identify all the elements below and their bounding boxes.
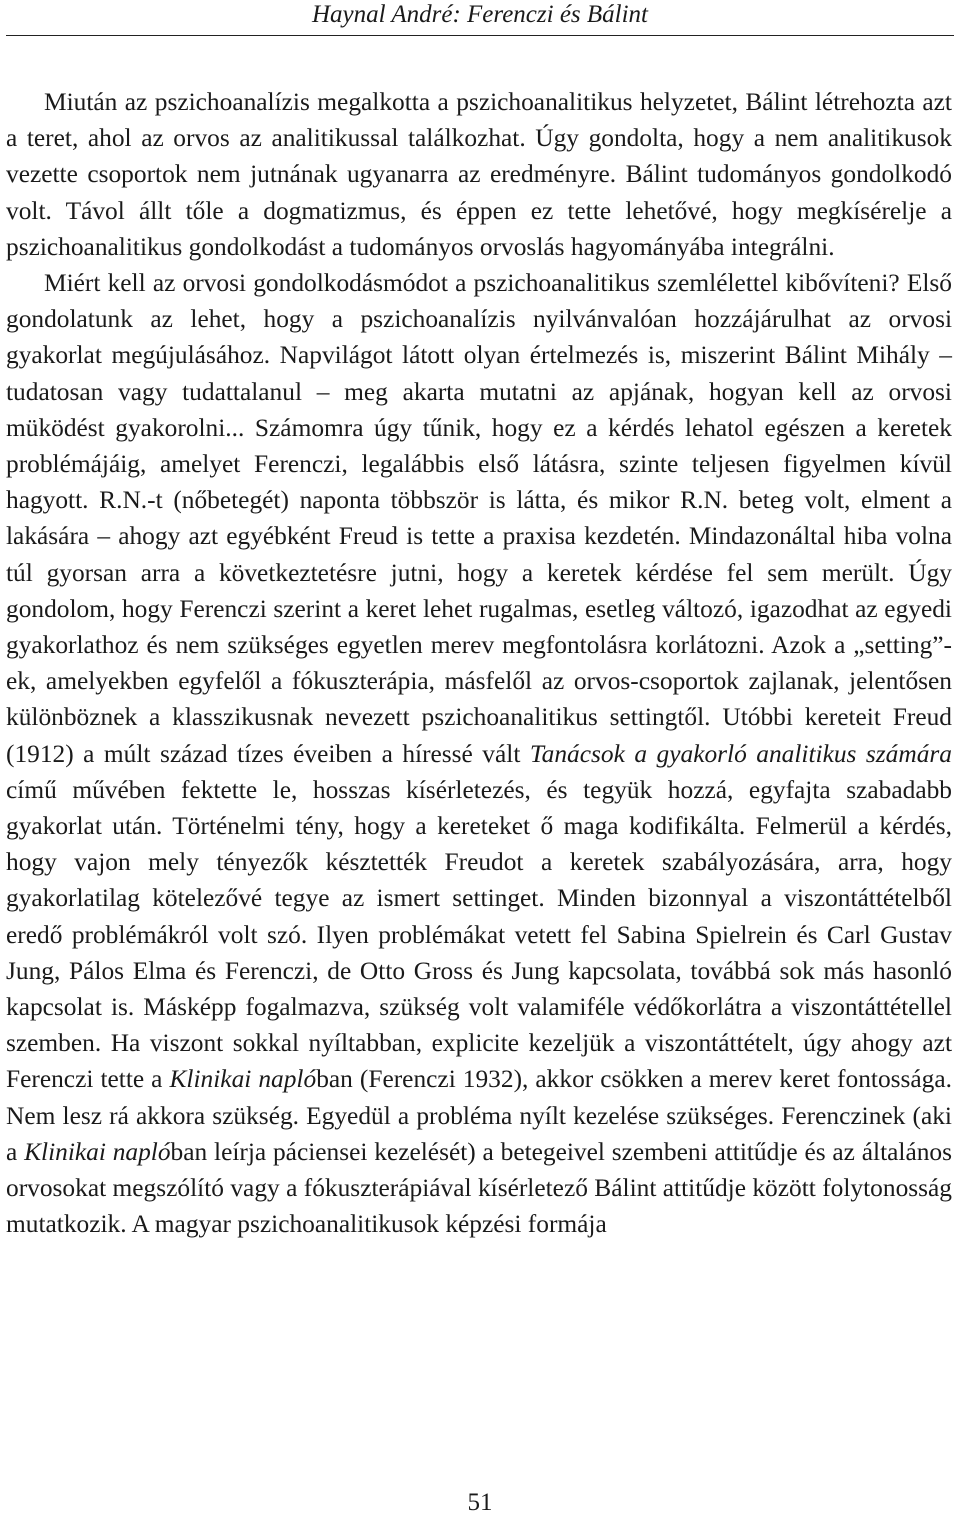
body-text [6, 84, 952, 1243]
paragraph-2-text-a: Miért kell az orvosi gondolkodásmódot a pszichoanalitikus szemlélettel kibővíteni? Első gondolatunk az lehet, hogy a pszichoanalízis nyilvánvalóan hozzájárulhat az orvosi gyakorlat megújulásához. Napvilágot látott olyan értelmezés is, miszerint Bálint Mihály – tudatosan vagy tudattalanul – meg akarta mutatni az apjának, hogyan kell az orvosi müködést gyakorolni... Számomra úgy tűnik, hogy ez a kérdés lehatol egészen a keretek problémájáig, amelyet Ferenczi, legalábbis első látásra, szinte teljesen figyelmen kívül hagyott. R.N.-t (nőbetegét) naponta többször is látta, és mikor R.N. beteg volt, elment a lakására – ahogy azt egyébként Freud is tette a praxisa kezdetén. Mindazonáltal hiba volna túl gyorsan arra a következtetésre jutni, hogy a keretek kérdése fel sem merült. Úgy gondolom, hogy Ferenczi szerint a keret lehet rugalmas, esetleg változó, igazodhat az egyedi gyakorlathoz és nem szükséges egyetlen merev megfontolásra korlátozni. Azok a „setting”-ek, amelyekben egyfelől a fókuszterápia, másfelől az orvos-csoportok zajlanak, jelentősen különböznek a klasszikusnak nevezett pszichoanalitikus settingtől. Utóbbi kereteit Freud (1912) a múlt század tízes éveiben a híressé vált [6, 269, 952, 768]
paragraph-2 [6, 265, 952, 1242]
paragraph-2-text-c: ban (Ferenczi 1932), akkor csökken a merev keret fontossága. Nem lesz rá akkora szükség. Egyedül a probléma nyílt kezelése szükséges. Ferenczinek (aki a [6, 1065, 952, 1166]
paragraph-1: Miután az pszichoanalízis megalkotta a pszichoanalitikus helyzetet, Bálint létrehozta azt a teret, ahol az orvos az analitikussal találkozhat. Úgy gondolta, hogy a nem analitikusok vezette csoportok nem jutnának ugyanarra az eredményre. Bálint tudományos gondolkodó volt. Távol állt tőle a dogmatizmus, és éppen ez tette lehetővé, hogy megkísérelje a pszichoanalitikus gondolkodást a tudományos orvoslás hagyományába integrálni. [6, 88, 952, 261]
running-title: Haynal André: Ferenczi és Bálint [311, 1, 649, 28]
paragraph-2-text-b: című művében fektette le, hosszas kísérletezés, és tegyük hozzá, egyfajta szabadabb gyakorlat után. Történelmi tény, hogy a kereteket ő maga kodifikálta. Felmerül a kérdés, hogy vajon mely tényezők késztették Freudot a keretek szabályozására, arra, hogy gyakorlatilag kötelezővé tegye az ismert settinget. Minden bizonnyal a viszontáttételből eredő problémákról volt szó. Ilyen problémákat vetett fel Sabina Spielrein és Carl Gustav Jung, Pálos Elma és Ferenczi, de Otto Gross és Jung kapcsolata, továbbá sok más hasonló kapcsolat is. Másképp fogalmazva, szükség volt valamiféle védőkorlátra a viszontáttétellel szemben. Ha viszont sokkal nyíltabban, explicite kezeljük a viszontáttételt, úgy ahogy azt Ferenczi tette a [6, 775, 952, 1094]
page-number: 51 [467, 1489, 493, 1516]
book-title-klinikai-naplo-2: Klinikai napló [24, 1137, 171, 1166]
book-title-klinikai-naplo-1: Klinikai napló [169, 1065, 317, 1094]
running-head [0, 0, 960, 36]
book-title-tanacsok: Tanácsok a gyakorló analitikus számára [529, 739, 952, 768]
paragraph-2-text-d: ban leírja páciensei kezelését) a betegeivel szembeni attitűdje és az általános orvosokat megszólító vagy a fókuszterápiával kísérletező Bálint attitűdje között folytonosság mutatkozik. A magyar pszichoanalitikusok képzési formája [6, 1137, 953, 1239]
header-rule [6, 35, 954, 36]
